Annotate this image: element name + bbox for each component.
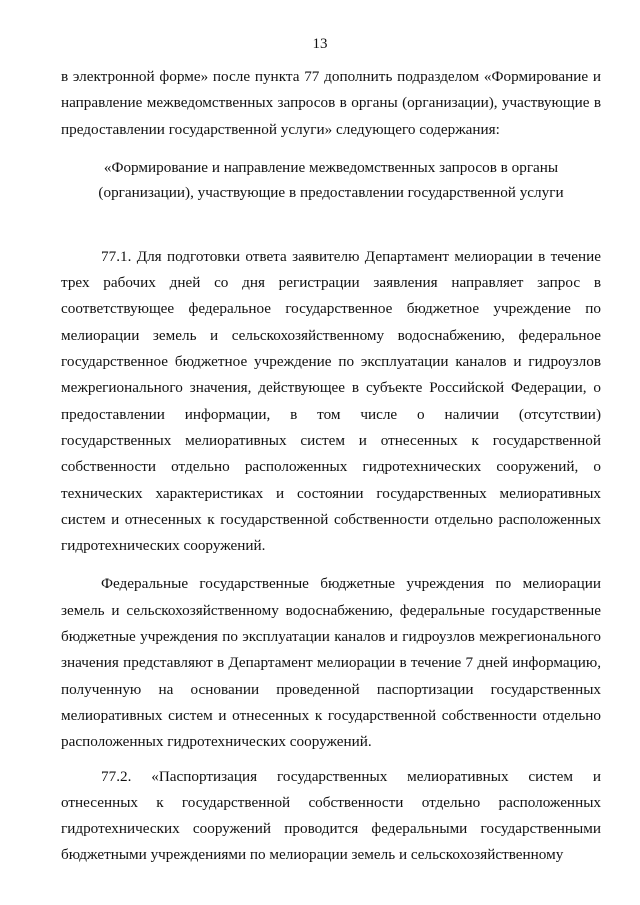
section-heading: «Формирование и направление межведомственных запросов в органы (организации), участвующие в предоставлении государственной услуги bbox=[98, 158, 564, 202]
paragraph-77-1: 77.1. Для подготовки ответа заявителю Департамент мелиорации в течение трех рабочих дней со дня регистрации заявления направляет запрос в соответствующее федеральное государственное бюджетное учреждение по мелиорации земель и сельскохозяйственному водоснабжению, федеральное государственное бюджетное учреждение по эксплуатации каналов и гидроузлов межрегионального значения, действующее в субъекте Российской Федерации, о предоставлении информации, в том числе о наличии (отсутствии) государственных мелиоративных систем и отнесенных к государственной собственности отдельно расположенных гидротехнических сооружений, о технических характеристиках и состоянии государственных мелиоративных систем и отнесенных к государственной собственности отдельно расположенных гидротехнических сооружений. bbox=[61, 247, 601, 555]
document-body bbox=[61, 64, 601, 869]
page-number: 13 bbox=[312, 36, 328, 52]
paragraph-77-2: 77.2. «Паспортизация государственных мелиоративных систем и отнесенных к государственной собственности отдельно расположенных гидротехнических сооружений проводится федеральными государственными бюджетными учреждениями по мелиорации земель и сельскохозяйственному bbox=[61, 767, 601, 864]
paragraph-federal-institutions: Федеральные государственные бюджетные учреждения по мелиорации земель и сельскохозяйственному водоснабжению, федеральные государственные бюджетные учреждения по эксплуатации каналов и гидроузлов межрегионального значения представляют в Департамент мелиорации в течение 7 дней информацию, полученную на основании проведенной паспортизации государственных мелиоративных систем и отнесенных к государственной собственности отдельно расположенных гидротехнических сооружений. bbox=[61, 575, 601, 751]
intro-paragraph: в электронной форме» после пункта 77 дополнить подразделом «Формирование и направление межведомственных запросов в органы (организации), участвующие в предоставлении государственной услуги» следующего содержания: bbox=[61, 68, 601, 138]
